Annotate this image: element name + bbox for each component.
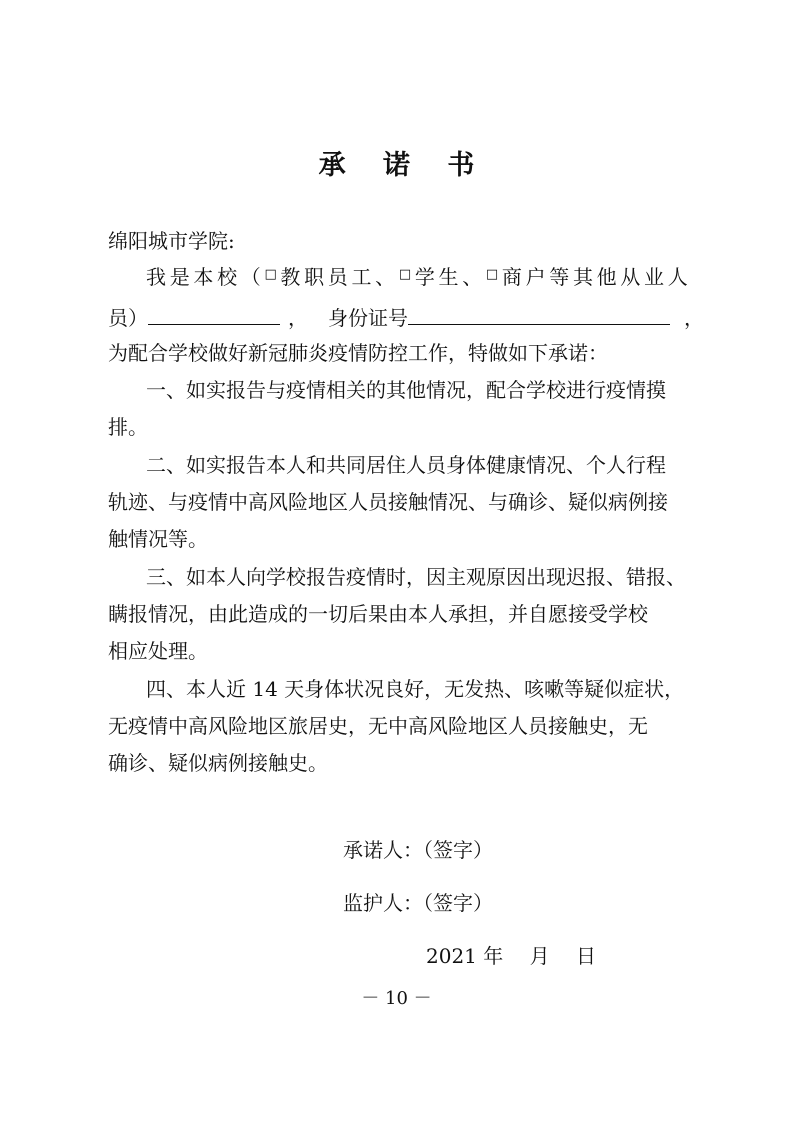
intro-role-suffix: 员） <box>108 306 148 330</box>
separator: ， <box>288 306 308 330</box>
intro-char: 、 <box>462 265 483 289</box>
separator-end: ， <box>684 306 704 330</box>
intro-char: 从 <box>620 265 641 289</box>
intro-char: 我 <box>146 265 166 289</box>
intro-line-2 <box>108 302 704 331</box>
item-3-line-1: 三、如本人向学校报告疫情时，因主观原因出现迟报、错报、 <box>146 565 686 589</box>
intro-char: 教 <box>280 265 301 289</box>
item-4-line-1: 四、本人近 14 天身体状况良好，无发热、咳嗽等疑似症状， <box>146 677 685 701</box>
intro-char: 校 <box>217 265 238 289</box>
intro-char: 人 <box>667 265 688 289</box>
intro-char: 等 <box>549 265 570 289</box>
intro-char: 户 <box>525 265 546 289</box>
intro-char: 他 <box>596 265 617 289</box>
intro-char: 生 <box>438 265 459 289</box>
checkbox-icon[interactable]: □ <box>485 267 499 282</box>
intro-char: 员 <box>327 265 348 289</box>
item-3-line-3: 相应处理。 <box>108 639 208 663</box>
item-2-line-3: 触情况等。 <box>108 527 208 551</box>
intro-char: 学 <box>414 265 435 289</box>
id-label: 身份证号 <box>328 306 408 330</box>
intro-line-3: 为配合学校做好新冠肺炎疫情防控工作，特做如下承诺： <box>108 341 608 365</box>
intro-char: 、 <box>375 265 396 289</box>
promiser-signature: 承诺人：（签字） <box>343 838 493 862</box>
intro-char: 其 <box>572 265 593 289</box>
intro-char: 工 <box>351 265 372 289</box>
salutation: 绵阳城市学院: <box>108 229 235 253</box>
page-title: 承 诺 书 <box>318 150 489 181</box>
role-blank[interactable] <box>148 302 280 325</box>
id-number-blank[interactable] <box>408 302 670 325</box>
item-3-line-2: 瞒报情况，由此造成的一切后果由本人承担，并自愿接受学校 <box>108 602 648 626</box>
item-4-line-2: 无疫情中高风险地区旅居史，无中高风险地区人员接触史，无 <box>108 714 648 738</box>
intro-line-1 <box>146 264 688 290</box>
intro-char: 本 <box>193 265 214 289</box>
item-1-line-2: 排。 <box>108 415 148 439</box>
intro-char: 是 <box>169 265 190 289</box>
page-number: － 10 － <box>361 988 432 1009</box>
intro-char: （ <box>240 265 261 289</box>
intro-char: 商 <box>501 265 522 289</box>
signature-date: 2021 年 月 日 <box>426 944 596 968</box>
item-1-line-1: 一、如实报告与疫情相关的其他情况，配合学校进行疫情摸 <box>146 378 666 402</box>
item-2-line-2: 轨迹、与疫情中高风险地区人员接触情况、与确诊、疑似病例接 <box>108 490 668 514</box>
guardian-signature: 监护人：（签字） <box>343 891 493 915</box>
intro-char: 职 <box>304 265 325 289</box>
checkbox-icon[interactable]: □ <box>398 267 412 282</box>
intro-char: 业 <box>644 265 665 289</box>
item-2-line-1: 二、如实报告本人和共同居住人员身体健康情况、个人行程 <box>146 453 666 477</box>
item-4-line-3: 确诊、疑似病例接触史。 <box>108 751 328 775</box>
checkbox-icon[interactable]: □ <box>264 267 277 282</box>
